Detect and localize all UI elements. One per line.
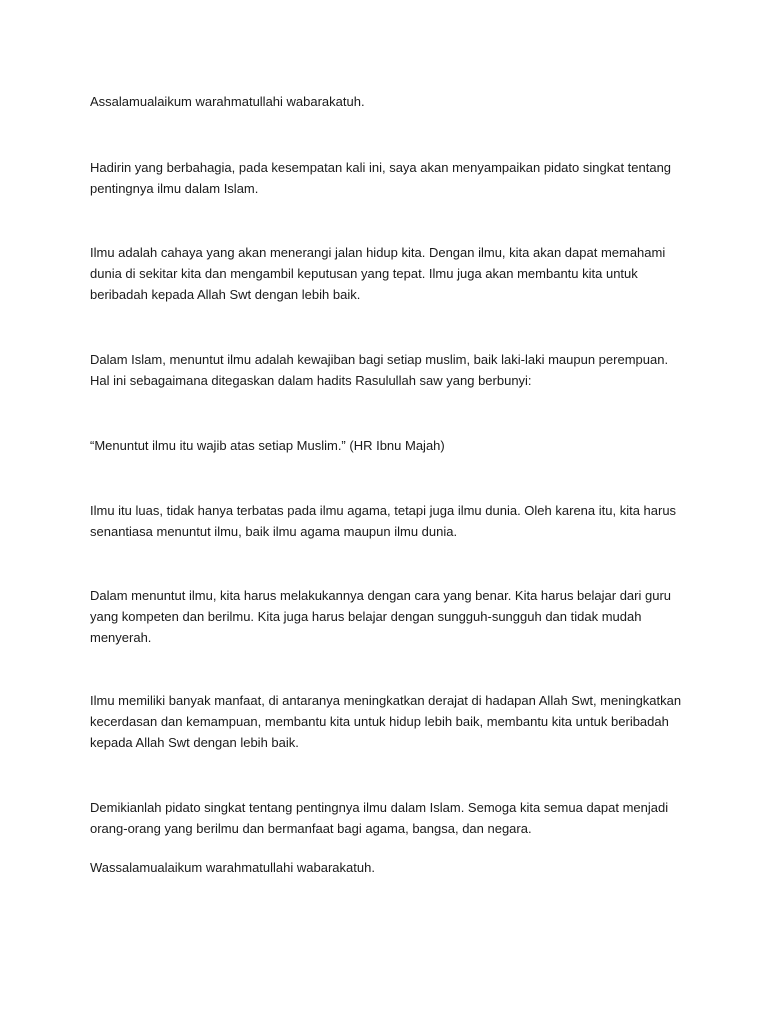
body-paragraph-benefits: Ilmu memiliki banyak manfaat, di antaranya meningkatkan derajat di hadapan Allah Swt, meningkatkan kecerdasan dan kemampuan, membantu kita untuk hidup lebih baik, membantu kita untuk beribadah kepada Allah Swt dengan lebih baik. [90,693,682,750]
farewell-paragraph: Wassalamualaikum warahmatullahi wabarakatuh. [90,860,375,875]
hadith-quote: “Menuntut ilmu itu wajib atas setiap Muslim.” (HR Ibnu Majah) [90,438,445,453]
greeting-paragraph: Assalamualaikum warahmatullahi wabarakatuh. [90,94,365,109]
body-paragraph-method: Dalam menuntut ilmu, kita harus melakukannya dengan cara yang benar. Kita harus belajar dari guru yang kompeten dan berilmu. Kita juga harus belajar dengan sungguh-sungguh dan tidak mudah menyerah. [90,588,672,645]
closing-paragraph: Demikianlah pidato singkat tentang pentingnya ilmu dalam Islam. Semoga kita semua dapat menjadi orang-orang yang berilmu dan bermanfaat bagi agama, bangsa, dan negara. [90,800,669,836]
body-paragraph-scope: Ilmu itu luas, tidak hanya terbatas pada ilmu agama, tetapi juga ilmu dunia. Oleh karena itu, kita harus senantiasa menuntut ilmu, baik ilmu agama maupun ilmu dunia. [90,503,677,539]
body-paragraph-obligation: Dalam Islam, menuntut ilmu adalah kewajiban bagi setiap muslim, baik laki-laki maupun perempuan. Hal ini sebagaimana ditegaskan dalam hadits Rasulullah saw yang berbunyi: [90,352,669,388]
opening-paragraph: Hadirin yang berbahagia, pada kesempatan kali ini, saya akan menyampaikan pidato singkat tentang pentingnya ilmu dalam Islam. [90,160,672,196]
body-paragraph-light: Ilmu adalah cahaya yang akan menerangi jalan hidup kita. Dengan ilmu, kita akan dapat memahami dunia di sekitar kita dan mengambil keputusan yang tepat. Ilmu juga akan membantu kita untuk beribadah kepada Allah Swt dengan lebih baik. [90,245,666,302]
